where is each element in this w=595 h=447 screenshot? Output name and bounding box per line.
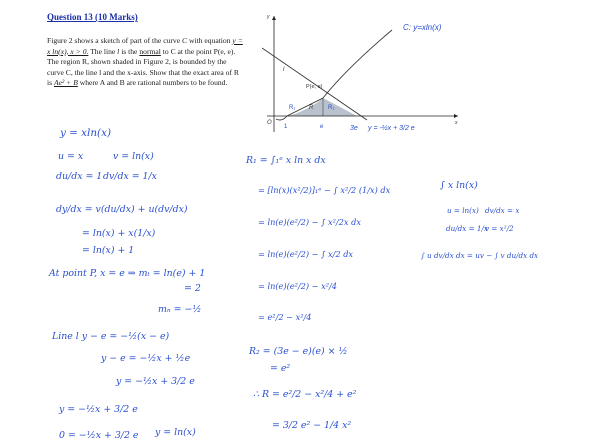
y-axis-label: y	[267, 14, 270, 20]
work-line: ∴ R = e²/2 − x²/4 + e²	[253, 389, 357, 400]
question-text-part: Figure 2 shows a sketch of part of the curve	[47, 36, 181, 45]
x-axis-arrow	[454, 114, 458, 118]
question-text-part: is the	[121, 46, 138, 56]
work-line: v = ln(x)	[113, 151, 154, 162]
figure-2-sketch	[262, 8, 462, 138]
question-normal-word: normal	[139, 46, 161, 56]
question-curve-var: C	[181, 36, 188, 45]
work-line: dv/dx = 1/x	[103, 171, 157, 182]
region-r-label: R	[309, 105, 314, 111]
work-line: = e²	[270, 363, 291, 374]
work-line: 0 = −½x + 3/2 e	[59, 430, 139, 441]
work-line: At point P, x = e ⇒ mₜ = ln(e) + 1	[49, 268, 206, 279]
work-line: R₂ = (3e − e)(e) × ½	[249, 346, 348, 357]
work-line: u = x	[58, 151, 84, 162]
work-line: R₁ = ∫₁ᵉ x ln x dx	[246, 155, 326, 166]
question-text	[47, 36, 243, 89]
work-line: du/dx = 1	[56, 171, 103, 182]
side-work-line: du/dx = 1/x	[446, 224, 488, 233]
y-axis-arrow	[272, 16, 276, 20]
work-line: y − e = −½x + ½e	[101, 353, 191, 364]
side-work-line: dv/dx = x	[485, 206, 520, 215]
question-text-part: The line	[90, 46, 116, 56]
line-equation-label: y = -½x + 3/2 e	[368, 125, 415, 132]
work-line: = ln(e)(e²/2) − ∫ x²/2x dx	[258, 217, 361, 227]
side-work-line: u = ln(x)	[447, 206, 479, 215]
work-line: = ln(e)(e²/2) − ∫ x/2 dx	[258, 249, 354, 259]
curve-label: C: y=xln(x)	[403, 23, 442, 32]
origin-label: O	[267, 120, 272, 126]
work-line: y = −½x + 3/2 e	[116, 376, 195, 387]
work-line: = e²/2 − x²/4	[258, 312, 312, 322]
question-text-part: where A and B are rational numbers to be found.	[79, 78, 228, 88]
question-block	[47, 12, 243, 89]
x-axis-label: x	[455, 120, 458, 126]
work-line: = ln(x) + x(1/x)	[82, 228, 156, 239]
tick-3e-label: 3e	[350, 125, 358, 132]
question-line-var: l	[117, 46, 120, 56]
work-line: = ln(x) + 1	[82, 245, 135, 256]
line-label: l	[283, 67, 285, 73]
work-line: y = −½x + 3/2 e	[59, 404, 138, 415]
work-line: y = ln(x)	[155, 427, 196, 438]
work-line: dy/dx = v(du/dx) + u(dv/dx)	[56, 204, 188, 215]
work-line: y = xln(x)	[60, 127, 112, 139]
question-text-part: to C at the point P(e, e). The region R, shown shaded in Figure 2, is bounded by the curve C, the line l and the x-axis. Show that the exact area of R is	[47, 46, 239, 88]
question-equation: y = x ln(x), x > 0.	[47, 36, 243, 56]
work-line: Line l y − e = −½(x − e)	[52, 331, 170, 342]
work-line: = [ln(x)(x²/2)]₁ᵉ − ∫ x²/2 (1/x) dx	[258, 185, 391, 195]
question-title: Question 13 (10 Marks)	[47, 12, 138, 22]
side-work-line: ∫ x ln(x)	[440, 180, 478, 191]
tick-e-label: e	[320, 124, 324, 130]
question-text-part: with equation	[188, 36, 231, 45]
point-p-label: P(e, e)	[306, 84, 323, 90]
work-line: = 2	[184, 283, 201, 294]
region-r1-label: R₁	[289, 105, 296, 111]
region-r2-label: R₂	[328, 105, 335, 111]
side-work-line: v = x²/2	[485, 224, 514, 233]
side-work-line: ∫ u dv/dx dx = uv − ∫ v du/dx dx	[421, 251, 539, 260]
work-line: = 3/2 e² − 1/4 x²	[272, 420, 352, 431]
work-line: mₙ = −½	[158, 304, 202, 315]
work-line: = ln(e)(e²/2) − x²/4	[258, 281, 338, 291]
shaded-region	[287, 98, 357, 116]
figure-svg	[262, 8, 462, 138]
tick-1-label: 1	[284, 124, 288, 130]
question-area-expression: Ae² + B	[53, 78, 78, 88]
